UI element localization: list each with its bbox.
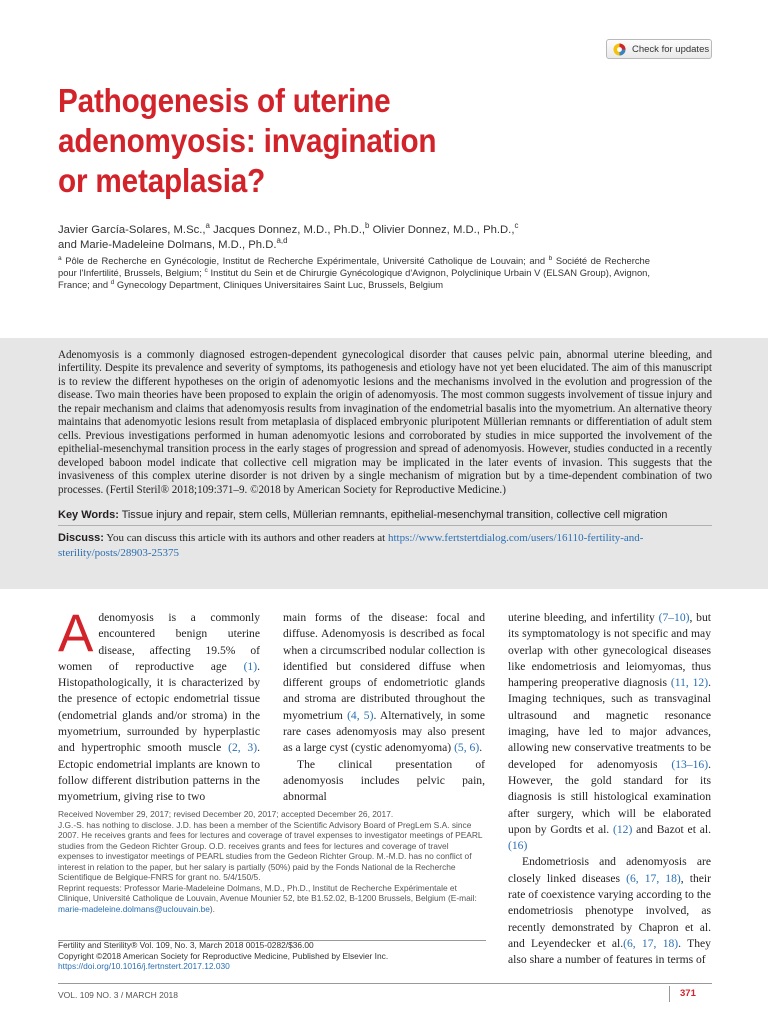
citation-link[interactable]: (4, 5) bbox=[347, 708, 374, 722]
keywords bbox=[58, 509, 718, 522]
divider bbox=[58, 983, 712, 984]
citation-link[interactable]: (13–16) bbox=[671, 757, 709, 771]
journal-info: Fertility and Sterility® Vol. 109, No. 3, March 2018 0015-0282/$36.00 Copyright ©2018 American Society for Reproductive Medicine, Published by Elsevier Inc. https://doi.org/10.1016/j.fertnstert.2017.12.030 bbox=[58, 940, 486, 972]
disclosure-note: J.G.-S. has nothing to disclose. J.D. has been a member of the Scientific Advisory Board of PregLem S.A. since 2007. He receives grants and fees for lectures and coverage of travel expenses to investigator meetings of PEARL studies from the Gedeon Richter Group. O.D. receives grants and fees for lectures and coverage of travel expenses to investigator meetings of PEARL studies from the Gedeon Richter Group. M.-M.D. has no conflict of interest in relation to the paper, but her salary is partially (50%) paid by the Fonds National de la Recherche Scientifique de Belgique-FNRS for grant no. 5/4/150/5. bbox=[58, 819, 483, 882]
divider bbox=[669, 986, 670, 1002]
footnotes bbox=[58, 809, 486, 914]
citation-link[interactable]: (2, 3) bbox=[228, 741, 258, 755]
received-dates: Received November 29, 2017; revised December 20, 2017; accepted December 26, 2017. bbox=[58, 809, 394, 819]
article-title: Pathogenesis of uterine adenomyosis: invagination or metaplasia? bbox=[58, 82, 437, 199]
drop-cap: A bbox=[58, 604, 94, 663]
affiliations: $^a$ Pôle de Recherche en Gynécologie, Institut de Recherche Expérimentale, Université Catholique de Louvain; and $^b$ Société de Recherche pour l'Infertilité, Brussels, Belgium; $^c$ Institut du Sein et de Chirurgie Gynécologique d'Avignon, Polyclinique Urbain V (ELSAN Group), Avignon, France; and $^d$ Gynecology Department, Cliniques Universitaires Saint Luc, Brussels, Belgium bbox=[58, 254, 650, 291]
page-number: 371 bbox=[680, 988, 696, 999]
citation-link[interactable]: (1) bbox=[243, 659, 258, 673]
citation-link[interactable]: (16) bbox=[508, 839, 528, 853]
citation-link[interactable]: (7–10) bbox=[658, 611, 690, 624]
citation-link[interactable]: (12) bbox=[613, 822, 633, 836]
check-updates-icon bbox=[613, 43, 626, 56]
citation-link[interactable]: (6, 17, 18) bbox=[623, 936, 679, 950]
body-column-3: uterine bleeding, and infertility (7–10), but its symptomatology is not specific and may overlap with other gynecological diseases like endometriosis and leiomyomas, thus hampering preoperative diagnosis (11, 12). Imaging techniques, such as transvaginal ultrasound and magnetic resonance imaging, have led to major advances, allowing new conservative treatments to be developed for adenomyosis (13–16). However, the gold standard for its diagnosis is still histological examination after surgery, which will be elaborated upon by Gordts et al. (12) and Bazot et al. (16) Endometriosis and adenomyosis are closely linked diseases (6, 17, 18), their rate of coexistence varying according to the endometriosis phenotype involved, as recently demonstrated by Chapron et al. and Leyendecker et al.(6, 17, 18). They also share a number of features in terms of bbox=[508, 611, 711, 967]
reprint-requests: Reprint requests: Professor Marie-Madeleine Dolmans, M.D., Ph.D., Institut de Recherche Expérimentale et Clinique, Université Catholique de Louvain, Avenue Mounier 52, bte B1.52.02, B-1200 Brussels, Belgium (E-mail: marie-madeleine.dolmans@uclouvain.be). bbox=[58, 882, 477, 914]
author-list: Javier García-Solares, M.Sc.,$^a$ Jacques Donnez, M.D., Ph.D.,$^b$ Olivier Donnez, M.D., Ph.D.,$^c$ and Marie-Madeleine Dolmans, M.D., Ph.D.$^{a,d}$ bbox=[58, 221, 519, 251]
check-for-updates-button[interactable] bbox=[606, 39, 712, 59]
discuss-label: Discuss: bbox=[58, 532, 104, 544]
body-column-1: Adenomyosis is a commonly encountered benign uterine disease, affecting 19.5% of women of reproductive age (1). Histopathologically, it is characterized by the presence of ectopic endometrial tissue (endometrial glands and/or stroma) in the myometrium, surrounded by hyperplastic and hypertrophic smooth muscle (2, 3). Ectopic endometrial implants are known to follow different distribution patterns in the myometrium, giving rise to two bbox=[58, 604, 260, 804]
check-updates-label: Check for updates bbox=[632, 43, 710, 55]
discuss-link[interactable]: https://www.fertstertdialog.com/users/16110-fertility-and-sterility/posts/28903-25375 bbox=[58, 532, 644, 559]
doi-link[interactable]: https://doi.org/10.1016/j.fertnstert.2017.12.030 bbox=[58, 961, 230, 971]
email-link[interactable]: marie-madeleine.dolmans@uclouvain.be bbox=[58, 903, 210, 914]
body-column-2: main forms of the disease: focal and diffuse. Adenomyosis is described as focal when a circumscribed nodular collection is identified but considered diffuse when different groups of endometriotic glands and stroma are distributed throughout the myometrium (4, 5). Alternatively, in some rare cases adenomyosis may also present as a large cyst (cystic adenomyoma) (5, 6). The clinical presentation of adenomyosis includes pelvic pain, abnormal bbox=[283, 611, 485, 804]
citation-link[interactable]: (6, 17, 18) bbox=[626, 871, 681, 885]
abstract-text: Adenomyosis is a commonly diagnosed estrogen-dependent gynecological disorder that causes pelvic pain, abnormal uterine bleeding, and infertility. Despite its prevalence and severity of symptoms, its pathogenesis and etiology have not yet been elucidated. The aim of this manuscript is to review the different hypotheses on the origin of adenomyotic lesions and the mechanisms involved in the evolution and progression of the disease. Two main theories have been proposed to explain the origin of adenomyosis. The most common suggests involvement of tissue injury and the repair mechanism and claims that adenomyosis results from invagination of the endometrial basalis into the myometrium. An alternative theory maintains that adenomyotic lesions result from metaplasia of displaced embryonic pluripotent Müllerian remnants or differentiation of adult stem cells. Previous investigations performed in human adenomyotic lesions and corroborated by studies in mice supported the involvement of the epithelial-mesenchymal transition process in the early stages of progression and spread of adenomyosis. However, studies conducted in a recently developed baboon model indicate that collective cell migration may be implicated in the later events of invasion. This suggests that the invasiveness of this complex uterine disorder is not driven by a single mechanism of migration but by a time-dependent combination of two processes. (Fertil Steril® 2018;109:371–9. ©2018 by American Society for Reproductive Medicine.) bbox=[58, 349, 712, 496]
keywords-label: Key Words: bbox=[58, 509, 119, 521]
citation-link[interactable]: (11, 12) bbox=[670, 676, 709, 690]
discuss-section: Discuss: You can discuss this article with its authors and other readers at https://www.fertstertdialog.com/users/16110-fertility-and-sterility/posts/28903-25375 bbox=[58, 532, 644, 559]
keywords-text: Tissue injury and repair, stem cells, Müllerian remnants, epithelial-mesenchymal transition, collective cell migration bbox=[121, 509, 668, 521]
divider bbox=[58, 525, 712, 526]
citation-link[interactable]: (5, 6) bbox=[454, 741, 480, 755]
footer-volume: VOL. 109 NO. 3 / MARCH 2018 bbox=[58, 990, 178, 1000]
